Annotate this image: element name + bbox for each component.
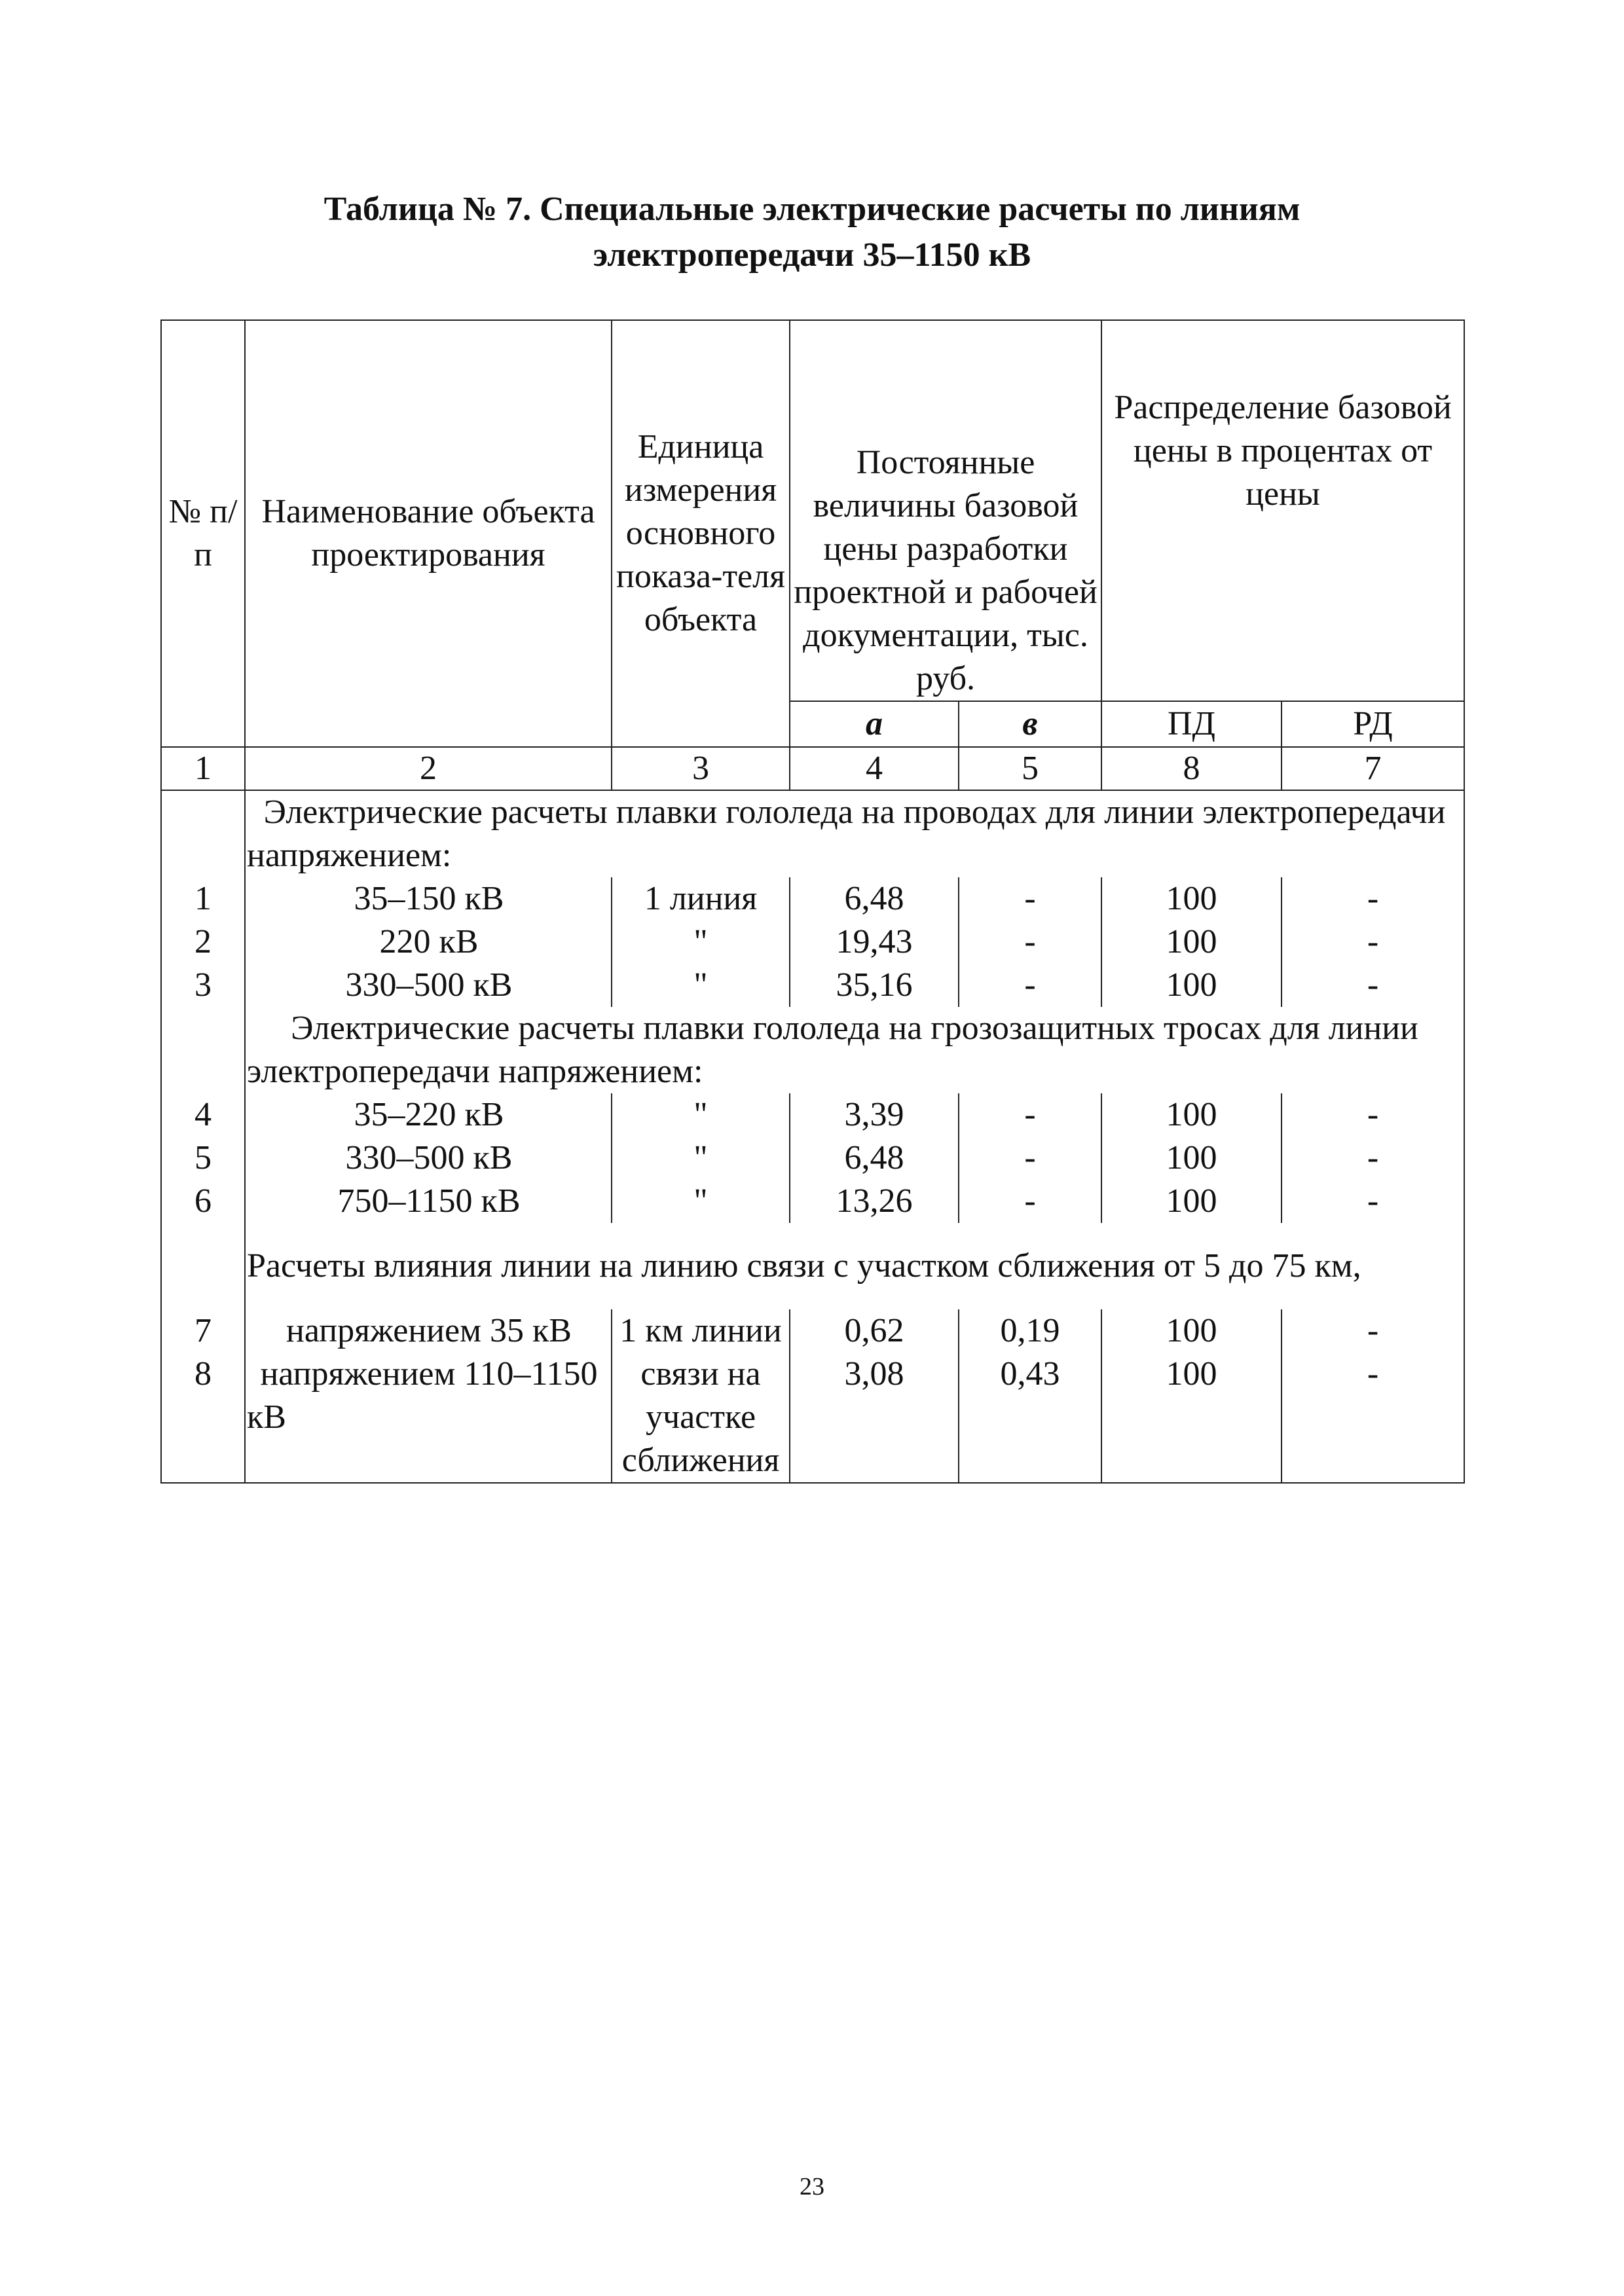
row-number: 5 (161, 1137, 245, 1180)
object-name: 220 кВ (245, 920, 612, 964)
value-rd: - (1282, 1137, 1464, 1180)
value-rd: - (1282, 920, 1464, 964)
column-number: 4 (790, 747, 959, 790)
value-a: 3,39 (790, 1093, 959, 1137)
section-title: Электрические расчеты плавки гололеда на грозозащитных тросах для линии электропередачи напряжением: (245, 1007, 1464, 1093)
column-number: 1 (161, 747, 245, 790)
table-row (161, 877, 1464, 920)
row-number: 1 (161, 877, 245, 920)
value-rd: - (1282, 877, 1464, 920)
value-rd: - (1282, 1353, 1464, 1483)
section-row (161, 790, 1464, 877)
row-number: 8 (161, 1353, 245, 1483)
header-distribution: Распределение базовой цены в процентах от цены (1101, 320, 1464, 701)
unit-cell: связи на участке сближения (612, 1353, 790, 1483)
row-number: 2 (161, 920, 245, 964)
value-pd: 100 (1101, 1093, 1282, 1137)
table-row (161, 964, 1464, 1007)
title-line-1: Таблица № 7. Специальные электрические расчеты по линиям (323, 191, 1301, 228)
column-number: 2 (245, 747, 612, 790)
table-row (161, 1180, 1464, 1223)
value-pd: 100 (1101, 1137, 1282, 1180)
column-number: 7 (1282, 747, 1464, 790)
table-row (161, 920, 1464, 964)
value-b: - (959, 877, 1101, 920)
unit-cell: 1 линия (612, 877, 790, 920)
table-header (161, 320, 1464, 790)
value-b: - (959, 1180, 1101, 1223)
value-a: 13,26 (790, 1180, 959, 1223)
unit-cell: " (612, 964, 790, 1007)
row-number: 7 (161, 1309, 245, 1353)
object-name: 330–500 кВ (245, 964, 612, 1007)
value-a: 35,16 (790, 964, 959, 1007)
header-name: Наименование объекта проектирования (245, 320, 612, 747)
unit-cell: " (612, 920, 790, 964)
object-name: 35–220 кВ (245, 1093, 612, 1137)
object-name: напряжением 35 кВ (245, 1309, 612, 1353)
table-body (161, 790, 1464, 1483)
unit-cell: " (612, 1093, 790, 1137)
header-constants: Постоянные величины базовой цены разработки проектной и рабочей документации, тыс. руб. (790, 320, 1101, 701)
value-pd: 100 (1101, 877, 1282, 920)
title-line-2: электропередачи 35–1150 кВ (593, 236, 1031, 274)
row-number: 6 (161, 1180, 245, 1223)
value-pd: 100 (1101, 1353, 1282, 1483)
value-b: - (959, 1093, 1101, 1137)
unit-cell: 1 км линии (612, 1309, 790, 1353)
column-number: 8 (1101, 747, 1282, 790)
header-a: а (790, 701, 959, 747)
value-pd: 100 (1101, 1309, 1282, 1353)
header-pd: ПД (1101, 701, 1282, 747)
value-a: 0,62 (790, 1309, 959, 1353)
value-rd: - (1282, 1180, 1464, 1223)
value-pd: 100 (1101, 1180, 1282, 1223)
header-b: в (959, 701, 1101, 747)
object-name: 35–150 кВ (245, 877, 612, 920)
table-row (161, 1309, 1464, 1353)
unit-cell: " (612, 1137, 790, 1180)
header-rd: РД (1282, 701, 1464, 747)
object-name: напряжением 110–1150 кВ (245, 1353, 612, 1483)
row-number: 4 (161, 1093, 245, 1137)
object-name: 750–1150 кВ (245, 1180, 612, 1223)
section-row (161, 1223, 1464, 1309)
column-number: 3 (612, 747, 790, 790)
value-rd: - (1282, 964, 1464, 1007)
value-pd: 100 (1101, 964, 1282, 1007)
table-row (161, 1137, 1464, 1180)
value-b: - (959, 1137, 1101, 1180)
value-rd: - (1282, 1093, 1464, 1137)
value-b: - (959, 964, 1101, 1007)
price-table (160, 319, 1465, 1484)
value-a: 19,43 (790, 920, 959, 964)
value-rd: - (1282, 1309, 1464, 1353)
value-b: 0,43 (959, 1353, 1101, 1483)
row-number: 3 (161, 964, 245, 1007)
column-number: 5 (959, 747, 1101, 790)
page-number: 23 (800, 2173, 824, 2200)
header-num: № п/п (161, 320, 245, 747)
unit-cell: " (612, 1180, 790, 1223)
section-row (161, 1007, 1464, 1093)
section-title: Электрические расчеты плавки гололеда на проводах для линии электропередачи напряжением: (245, 790, 1464, 877)
value-b: - (959, 920, 1101, 964)
page-title (157, 187, 1467, 278)
section-title: Расчеты влияния линии на линию связи с участком сближения от 5 до 75 км, (245, 1223, 1464, 1309)
value-a: 6,48 (790, 877, 959, 920)
object-name: 330–500 кВ (245, 1137, 612, 1180)
table-row (161, 1353, 1464, 1483)
value-b: 0,19 (959, 1309, 1101, 1353)
value-pd: 100 (1101, 920, 1282, 964)
table-row (161, 1093, 1464, 1137)
header-unit: Единица измерения основного показа-теля объекта (612, 320, 790, 747)
value-a: 6,48 (790, 1137, 959, 1180)
value-a: 3,08 (790, 1353, 959, 1483)
